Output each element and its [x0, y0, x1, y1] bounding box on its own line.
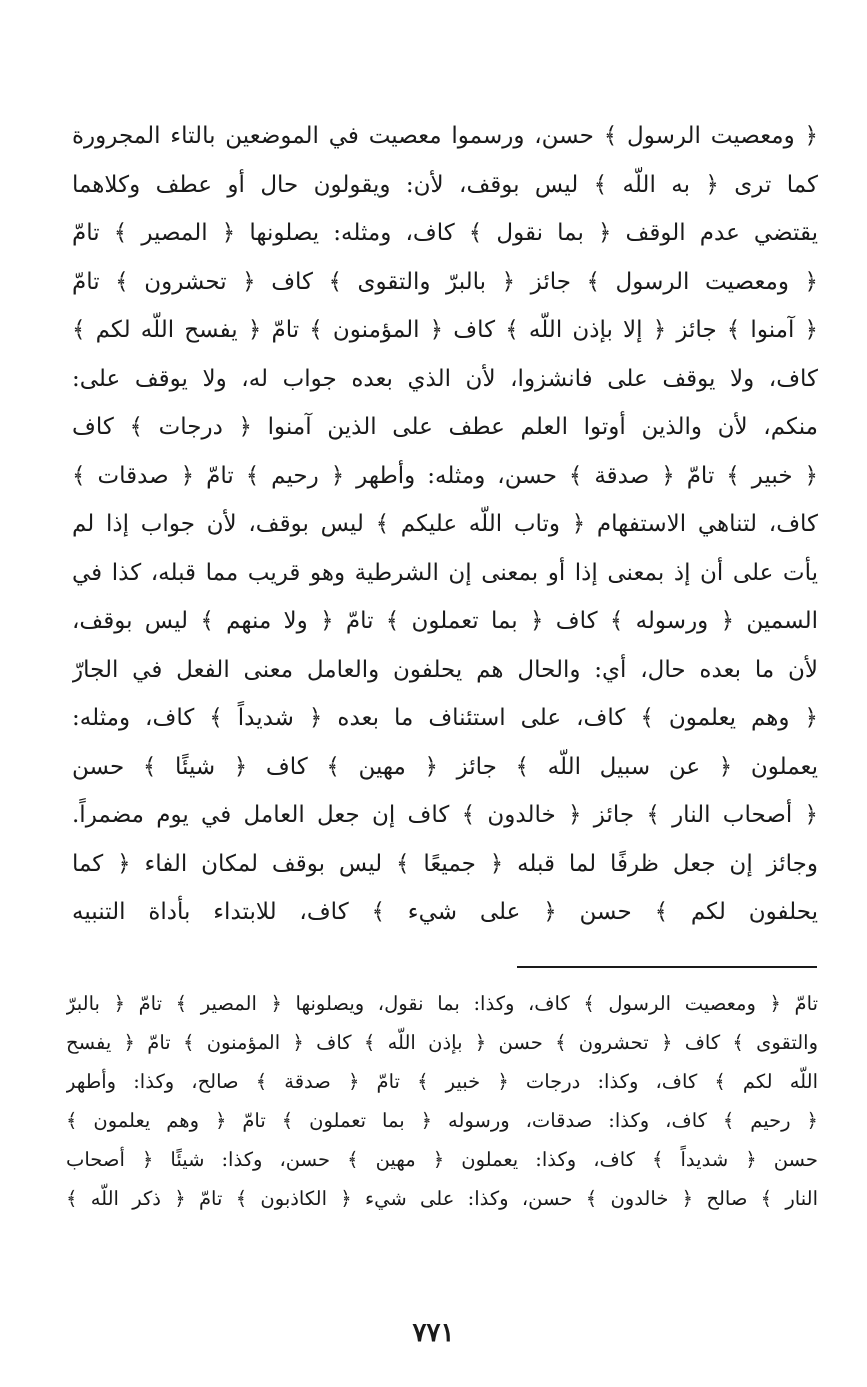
- page-number: ٧٧١: [412, 1318, 455, 1348]
- main-text-line: وجائز إن جعل ظرفًا لما قبله ﴿ جميعًا ﴾ ليس بوقف لمكان الفاء ﴿ كما: [72, 850, 818, 877]
- footnote-line: اللّه لكم ﴾ كاف، وكذا: درجات ﴿ خبير ﴾ تامّ ﴿ صدقة ﴾ صالح، وكذا: وأطهر: [66, 1070, 818, 1093]
- footnotes: [66, 984, 818, 1218]
- main-text: [72, 112, 818, 937]
- main-text-line: كاف، ولا يوقف على فانشزوا، لأن الذي بعده جواب له، ولا يوقف على:: [72, 365, 818, 392]
- footnote-line: والتقوى ﴾ كاف ﴿ تحشرون ﴾ حسن ﴿ بإذن اللّه ﴾ كاف ﴿ المؤمنون ﴾ تامّ ﴿ يفسح: [66, 1031, 818, 1054]
- main-text-line: يأت على أن إذ بمعنى إذا أو بمعنى إن الشرطية وهو قريب مما قبله، كذا في: [72, 559, 818, 586]
- footnote-line: ﴿ رحيم ﴾ كاف، وكذا: صدقات، ورسوله ﴿ بما تعملون ﴾ تامّ ﴿ وهم يعلمون ﴾: [66, 1109, 818, 1132]
- main-text-line: ﴿ خبير ﴾ تامّ ﴿ صدقة ﴾ حسن، ومثله: وأطهر ﴿ رحيم ﴾ تامّ ﴿ صدقات ﴾: [72, 462, 818, 489]
- footnote-line: حسن ﴿ شديداً ﴾ كاف، وكذا: يعملون ﴿ مهين ﴾ حسن، وكذا: شيئًا ﴿ أصحاب: [66, 1148, 818, 1171]
- main-text-line: منكم، لأن والذين أوتوا العلم عطف على الذين آمنوا ﴿ درجات ﴾ كاف: [72, 414, 818, 440]
- main-text-line: كاف، لتناهي الاستفهام ﴿ وتاب اللّه عليكم ﴾ ليس بوقف، لأن جواب إذا لم: [72, 511, 818, 537]
- main-text-line: يقتضي عدم الوقف ﴿ بما نقول ﴾ كاف، ومثله: يصلونها ﴿ المصير ﴾ تامّ: [72, 220, 818, 246]
- main-text-line: ﴿ أصحاب النار ﴾ جائز ﴿ خالدون ﴾ كاف إن جعل العامل في يوم مضمراً.: [72, 802, 818, 828]
- main-text-line: كما ترى ﴿ به اللّه ﴾ ليس بوقف، لأن: ويقولون حال أو عطف وكلاهما: [72, 171, 818, 198]
- main-text-line: يحلفون لكم ﴾ حسن ﴿ على شيء ﴾ كاف، للابتداء بأداة التنبيه: [72, 899, 818, 925]
- main-text-line: ﴿ آمنوا ﴾ جائز ﴿ إلا بإذن اللّه ﴾ كاف ﴿ المؤمنون ﴾ تامّ ﴿ يفسح اللّه لكم ﴾: [72, 317, 818, 343]
- main-text-line: ﴿ ومعصيت الرسول ﴾ حسن، ورسموا معصيت في الموضعين بالتاء المجرورة: [72, 123, 818, 149]
- main-text-line: ﴿ وهم يعلمون ﴾ كاف، على استئناف ما بعده ﴿ شديداً ﴾ كاف، ومثله:: [72, 705, 818, 731]
- main-text-line: لأن ما بعده حال، أي: والحال هم يحلفون والعامل معنى الفعل في الجارّ: [72, 656, 818, 683]
- footnote-divider: [517, 966, 817, 968]
- footnote-line: تامّ ﴿ ومعصيت الرسول ﴾ كاف، وكذا: بما نقول، ويصلونها ﴿ المصير ﴾ تامّ ﴿ بالبرّ: [66, 992, 818, 1015]
- main-text-line: يعملون ﴿ عن سبيل اللّه ﴾ جائز ﴿ مهين ﴾ كاف ﴿ شيئًا ﴾ حسن: [72, 753, 818, 780]
- footnote-line: النار ﴾ صالح ﴿ خالدون ﴾ حسن، وكذا: على شيء ﴿ الكاذبون ﴾ تامّ ﴿ ذكر اللّه ﴾: [66, 1187, 818, 1210]
- main-text-line: السمين ﴿ ورسوله ﴾ كاف ﴿ بما تعملون ﴾ تامّ ﴿ ولا منهم ﴾ ليس بوقف،: [72, 608, 818, 634]
- main-text-line: ﴿ ومعصيت الرسول ﴾ جائز ﴿ بالبرّ والتقوى ﴾ كاف ﴿ تحشرون ﴾ تامّ: [72, 268, 818, 295]
